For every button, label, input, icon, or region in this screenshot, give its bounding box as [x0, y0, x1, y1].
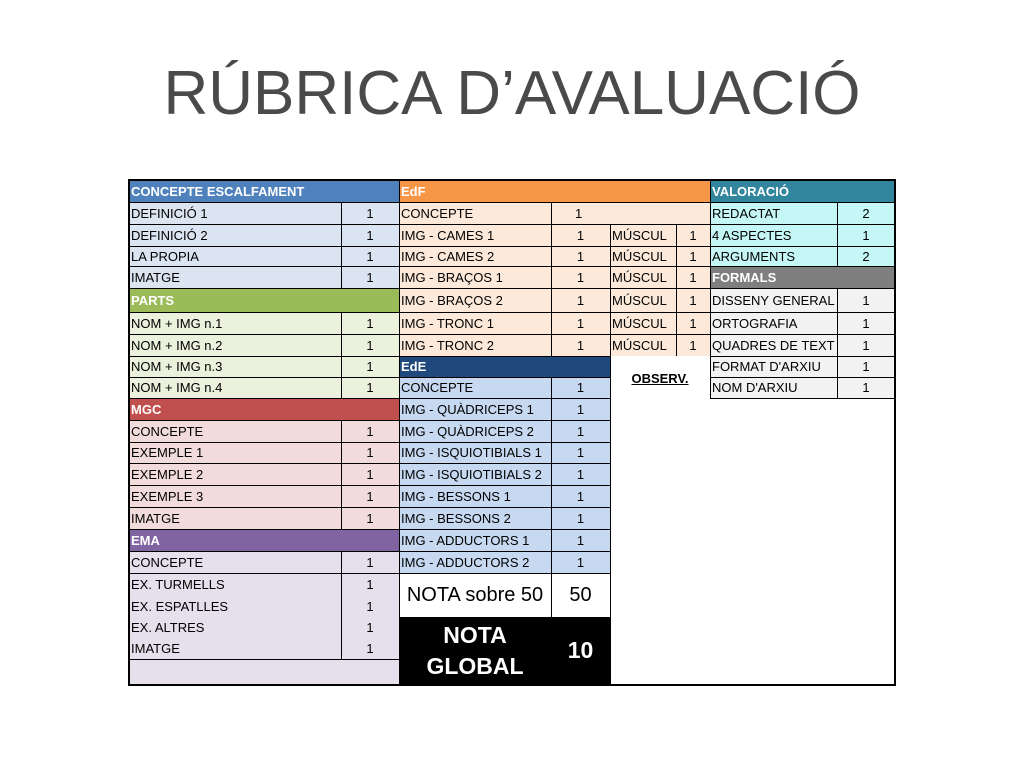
- table-row-value: 1: [551, 202, 710, 224]
- table-row-extra-value: 1: [676, 266, 710, 288]
- table-row-value: 1: [551, 377, 610, 398]
- table-row-value: 1: [341, 463, 399, 485]
- divider: [129, 507, 399, 508]
- table-row-extra-label: MÚSCUL: [610, 334, 676, 356]
- divider: [128, 179, 896, 181]
- table-row-value: 1: [837, 288, 895, 312]
- table-row-label: IMG - BRAÇOS 1: [399, 266, 551, 288]
- mgc-header: MGC: [129, 398, 399, 420]
- table-row-value: 1: [551, 485, 610, 507]
- table-row-extra-value: 1: [676, 334, 710, 356]
- table-row-value: 1: [551, 288, 610, 312]
- divider: [399, 312, 710, 313]
- table-row-value: 1: [341, 266, 399, 288]
- table-row-label: IMATGE: [129, 507, 341, 529]
- table-row-value: 1: [551, 420, 610, 442]
- table-row-value: 1: [551, 507, 610, 529]
- divider: [399, 573, 610, 574]
- divider: [399, 202, 710, 203]
- table-row-label: FORMAT D'ARXIU: [710, 356, 837, 377]
- divider: [710, 246, 895, 247]
- divider: [129, 224, 399, 225]
- table-row-label: IMATGE: [129, 638, 341, 659]
- divider: [710, 312, 895, 313]
- divider: [894, 179, 896, 686]
- table-row-label: CONCEPTE: [399, 377, 551, 398]
- divider: [710, 334, 895, 335]
- table-row-value: 1: [341, 246, 399, 266]
- table-row-label: EXEMPLE 3: [129, 485, 341, 507]
- table-row-label: DEFINICIÓ 1: [129, 202, 341, 224]
- divider: [129, 485, 399, 486]
- table-row-value: 1: [341, 377, 399, 398]
- divider: [710, 356, 895, 357]
- table-row-label: EXEMPLE 1: [129, 442, 341, 463]
- table-row-label: IMG - TRONC 2: [399, 334, 551, 356]
- divider: [341, 551, 342, 659]
- divider: [399, 420, 610, 421]
- divider: [399, 551, 610, 552]
- table-row-value: 1: [341, 356, 399, 377]
- ede-header: EdE: [399, 356, 610, 377]
- table-row-value: 1: [837, 356, 895, 377]
- table-row-value: 1: [341, 638, 399, 659]
- nota-sobre-label: NOTA sobre 50: [399, 573, 551, 617]
- divider: [129, 398, 399, 399]
- divider: [341, 420, 342, 529]
- table-row-value: 1: [341, 595, 399, 617]
- table-row-label: IMG - ISQUIOTIBIALS 1: [399, 442, 551, 463]
- table-row-value: 1: [837, 224, 895, 246]
- table-row-label: LA PROPIA: [129, 246, 341, 266]
- divider: [399, 334, 710, 335]
- table-row-value: 1: [551, 398, 610, 420]
- table-row-value: 1: [341, 573, 399, 595]
- divider: [676, 224, 677, 356]
- divider: [710, 180, 711, 398]
- divider: [129, 266, 399, 267]
- divider: [129, 442, 399, 443]
- table-row-label: ORTOGRAFIA: [710, 312, 837, 334]
- divider: [837, 202, 838, 266]
- table-row-label: CONCEPTE: [129, 551, 341, 573]
- table-row-label: REDACTAT: [710, 202, 837, 224]
- edf-header: EdF: [399, 180, 710, 202]
- table-row-value: 1: [551, 463, 610, 485]
- divider: [129, 288, 399, 289]
- ema-header: EMA: [129, 529, 399, 551]
- divider: [128, 684, 896, 686]
- divider: [129, 420, 399, 421]
- table-row-value: 2: [837, 202, 895, 224]
- table-row-label: CONCEPTE: [129, 420, 341, 442]
- table-row-label: IMG - ADDUCTORS 1: [399, 529, 551, 551]
- divider: [129, 334, 399, 335]
- table-row-label: NOM + IMG n.1: [129, 312, 341, 334]
- table-row-value: 1: [837, 377, 895, 398]
- divider: [399, 266, 710, 267]
- divider: [399, 356, 610, 357]
- divider: [610, 224, 611, 356]
- table-row-value: 1: [551, 442, 610, 463]
- table-row-value: 1: [341, 617, 399, 638]
- table-row-value: 1: [341, 507, 399, 529]
- nota-sobre-value: 50: [551, 573, 610, 617]
- table-row-extra-label: MÚSCUL: [610, 266, 676, 288]
- table-row-value: 1: [551, 334, 610, 356]
- divider: [128, 179, 130, 686]
- divider: [710, 398, 895, 399]
- table-row-value: 1: [837, 334, 895, 356]
- table-row-label: CONCEPTE: [399, 202, 551, 224]
- table-row-label: IMG - CAMES 1: [399, 224, 551, 246]
- table-row-label: IMG - CAMES 2: [399, 246, 551, 266]
- table-row-label: DEFINICIÓ 2: [129, 224, 341, 246]
- table-row-label: EXEMPLE 2: [129, 463, 341, 485]
- divider: [710, 224, 895, 225]
- table-row-label: ARGUMENTS: [710, 246, 837, 266]
- table-row-label: IMG - QUÀDRICEPS 1: [399, 398, 551, 420]
- page-title: RÚBRICA D’AVALUACIÓ: [163, 59, 861, 128]
- table-row-value: 1: [341, 420, 399, 442]
- table-row-value: 1: [341, 551, 399, 573]
- table-row-value: 1: [551, 224, 610, 246]
- divider: [399, 180, 400, 684]
- divider: [399, 442, 610, 443]
- divider: [610, 356, 611, 685]
- table-row-label: IMG - BESSONS 2: [399, 507, 551, 529]
- divider: [551, 202, 552, 356]
- divider: [129, 246, 399, 247]
- divider: [129, 202, 399, 203]
- table-row-extra-value: 1: [676, 312, 710, 334]
- divider: [129, 377, 399, 378]
- divider: [341, 312, 342, 398]
- table-row-extra-value: 1: [676, 224, 710, 246]
- table-row-label: IMG - BESSONS 1: [399, 485, 551, 507]
- table-row-extra-label: MÚSCUL: [610, 288, 676, 312]
- divider: [399, 246, 710, 247]
- ema-empty-row: [129, 659, 399, 685]
- divider: [710, 202, 895, 203]
- divider: [341, 202, 342, 288]
- divider: [129, 356, 399, 357]
- divider: [129, 551, 399, 552]
- table-row-extra-label: MÚSCUL: [610, 224, 676, 246]
- valoracio-header: VALORACIÓ: [710, 180, 895, 202]
- divider: [129, 312, 399, 313]
- observ-label: OBSERV.: [631, 370, 689, 386]
- table-row-label: IMATGE: [129, 266, 341, 288]
- table-row-value: 2: [837, 246, 895, 266]
- table-row-label: IMG - TRONC 1: [399, 312, 551, 334]
- divider: [129, 463, 399, 464]
- table-row-extra-label: MÚSCUL: [610, 246, 676, 266]
- divider: [399, 485, 610, 486]
- table-row-value: 1: [341, 442, 399, 463]
- nota-global-value: 10: [551, 617, 610, 685]
- table-row-label: EX. ALTRES: [129, 617, 341, 638]
- table-row-label: DISSENY GENERAL: [710, 288, 837, 312]
- divider: [399, 529, 610, 530]
- divider: [710, 288, 895, 289]
- table-row-label: QUADRES DE TEXT: [710, 334, 837, 356]
- divider: [399, 288, 710, 289]
- table-row-label: IMG - ISQUIOTIBIALS 2: [399, 463, 551, 485]
- divider: [399, 463, 610, 464]
- divider: [129, 529, 399, 530]
- formals-header: FORMALS: [710, 266, 895, 288]
- table-row-value: 1: [341, 312, 399, 334]
- table-row-extra-value: 1: [676, 246, 710, 266]
- table-row-label: IMG - BRAÇOS 2: [399, 288, 551, 312]
- table-row-value: 1: [837, 312, 895, 334]
- table-row-label: NOM D'ARXIU: [710, 377, 837, 398]
- table-row-extra-value: 1: [676, 288, 710, 312]
- divider: [837, 288, 838, 398]
- table-row-value: 1: [551, 551, 610, 573]
- table-row-label: NOM + IMG n.4: [129, 377, 341, 398]
- table-row-label: NOM + IMG n.3: [129, 356, 341, 377]
- table-row-value: 1: [551, 266, 610, 288]
- parts-header: PARTS: [129, 288, 399, 312]
- table-row-label: NOM + IMG n.2: [129, 334, 341, 356]
- table-row-value: 1: [551, 312, 610, 334]
- concepte-escalfament-header: CONCEPTE ESCALFAMENT: [129, 180, 399, 202]
- table-row-value: 1: [341, 334, 399, 356]
- table-row-value: 1: [341, 485, 399, 507]
- table-row-value: 1: [341, 202, 399, 224]
- divider: [710, 377, 895, 378]
- table-row-value: 1: [551, 529, 610, 551]
- divider: [399, 617, 610, 618]
- table-row-label: EX. ESPATLLES: [129, 595, 341, 617]
- divider: [710, 266, 895, 267]
- table-row-label: IMG - ADDUCTORS 2: [399, 551, 551, 573]
- divider: [399, 224, 710, 225]
- divider: [399, 377, 610, 378]
- divider: [551, 377, 552, 684]
- divider: [129, 659, 399, 660]
- table-row-label: IMG - QUÀDRICEPS 2: [399, 420, 551, 442]
- table-row-label: 4 ASPECTES: [710, 224, 837, 246]
- table-row-value: 1: [341, 224, 399, 246]
- divider: [399, 507, 610, 508]
- divider: [129, 573, 399, 574]
- divider: [399, 398, 610, 399]
- table-row-label: EX. TURMELLS: [129, 573, 341, 595]
- nota-global-label: NOTA GLOBAL: [399, 617, 551, 685]
- table-row-extra-label: MÚSCUL: [610, 312, 676, 334]
- table-row-value: 1: [551, 246, 610, 266]
